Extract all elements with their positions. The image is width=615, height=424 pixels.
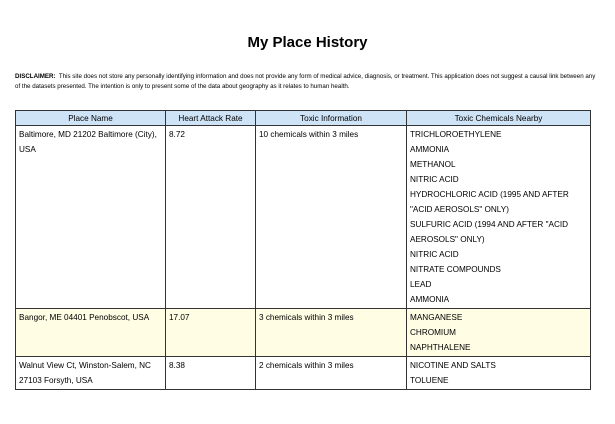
chemicals-cell <box>407 309 591 357</box>
header-toxic-chemicals-nearby: Toxic Chemicals Nearby <box>407 111 591 126</box>
chemical-item: METHANOL <box>410 160 456 169</box>
place-name-cell: Baltimore, MD 21202 Baltimore (City), USA <box>16 126 166 309</box>
chemical-item: HYDROCHLORIC ACID (1995 AND AFTER "ACID AEROSOLS" ONLY) <box>410 190 569 214</box>
chemical-item: NICOTINE AND SALTS <box>410 361 496 370</box>
chemical-item: LEAD <box>410 280 432 289</box>
chemical-item: SULFURIC ACID (1994 AND AFTER "ACID AEROSOLS" ONLY) <box>410 220 569 244</box>
chemical-item: TOLUENE <box>410 376 449 385</box>
header-heart-attack-rate: Heart Attack Rate <box>166 111 256 126</box>
chemicals-cell <box>407 126 591 309</box>
chemical-item: NITRATE COMPOUNDS <box>410 265 501 274</box>
place-name-cell: Walnut View Ct, Winston-Salem, NC 27103 Forsyth, USA <box>16 357 166 390</box>
page-title: My Place History <box>247 34 368 51</box>
toxic-info-cell: 2 chemicals within 3 miles <box>256 357 407 390</box>
header-place-name: Place Name <box>16 111 166 126</box>
chemical-item: AMMONIA <box>410 145 450 154</box>
disclaimer <box>15 72 600 92</box>
chemical-item: MANGANESE <box>410 313 463 322</box>
chemical-item: NITRIC ACID <box>410 250 459 259</box>
header-toxic-information: Toxic Information <box>256 111 407 126</box>
chemicals-cell <box>407 357 591 390</box>
table-header-row <box>16 111 591 126</box>
toxic-info-cell: 3 chemicals within 3 miles <box>256 309 407 357</box>
chemical-item: AMMONIA <box>410 295 450 304</box>
disclaimer-label: DISCLAIMER: <box>15 73 56 80</box>
table-row <box>16 309 591 357</box>
heart-attack-rate-cell: 8.72 <box>166 126 256 309</box>
heart-attack-rate-cell: 8.38 <box>166 357 256 390</box>
chemical-item: TRICHLOROETHYLENE <box>410 130 502 139</box>
heart-attack-rate-cell: 17.07 <box>166 309 256 357</box>
toxic-info-cell: 10 chemicals within 3 miles <box>256 126 407 309</box>
place-history-table <box>15 110 591 390</box>
table-row <box>16 357 591 390</box>
place-name-cell: Bangor, ME 04401 Penobscot, USA <box>16 309 166 357</box>
table-body <box>16 126 591 390</box>
chemical-item: CHROMIUM <box>410 328 456 337</box>
chemical-item: NITRIC ACID <box>410 175 459 184</box>
chemical-item: NAPHTHALENE <box>410 343 471 352</box>
disclaimer-text: This site does not store any personally identifying information and does not provide any form of medical advice, diagnosis, or treatment. This application does not suggest a causal link between any of the datasets presented. The intention is only to present some of the data about geography as it relates to human health. <box>15 73 596 90</box>
table-row <box>16 126 591 309</box>
